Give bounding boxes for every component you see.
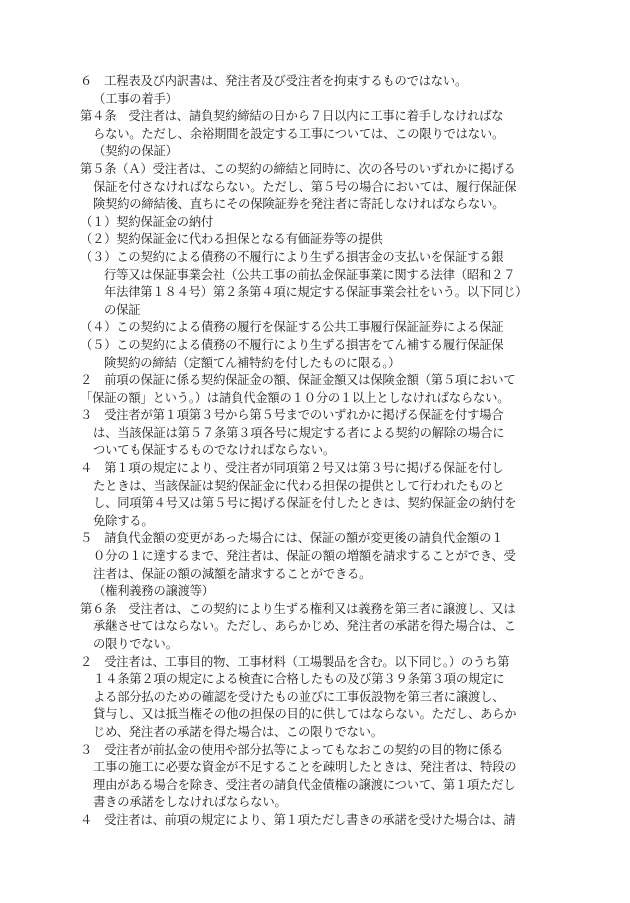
- text-line: 第６条 受注者は、この契約により生ずる権利又は義務を第三者に譲渡し、又は: [80, 601, 516, 616]
- text-line: の保証: [104, 302, 141, 317]
- art5-item5: [80, 337, 550, 372]
- art5-para4: [80, 460, 550, 530]
- text-line: （権利義務の譲渡等）: [93, 584, 214, 599]
- text-line: 承継させてはならない。ただし、あらかじめ、発注者の承諾を得た場合は、こ: [93, 619, 516, 634]
- para-art4-6: [80, 73, 550, 91]
- heading-contract-guarantee: [80, 143, 550, 161]
- text-line: 第５条（Ａ）受注者は、この契約の締結と同時に、次の各号のいずれかに掲げる: [80, 161, 516, 176]
- text-line: ３ 受注者が前払金の使用や部分払等によってもなおこの契約の目的物に係る: [80, 742, 504, 757]
- text-line: ついても保証するものでなければならない。: [93, 443, 335, 458]
- art6-para3: [80, 742, 550, 812]
- text-line: 工事の施工に必要な資金が不足することを疎明したときは、発注者は、特段の: [93, 760, 517, 775]
- art5-item1: [80, 214, 550, 232]
- text-line: （５）この契約による債務の不履行により生ずる損害をてん補する履行保証保: [80, 337, 504, 352]
- text-line: 年法律第１８４号）第２条第４項に規定する保証事業会社をいう。以下同じ）: [104, 285, 528, 300]
- article-6: [80, 601, 550, 654]
- text-line: （４）この契約による債務の履行を保証する公共工事履行保証証券による保証: [80, 320, 504, 335]
- heading-transfer-of-rights: [80, 583, 550, 601]
- text-line: 険契約の締結（定額てん補特約を付したものに限る。）: [104, 355, 401, 370]
- art5-para3: [80, 407, 550, 460]
- text-line: （契約の保証）: [93, 144, 178, 159]
- text-line: 書きの承諾をしなければならない。: [93, 795, 287, 810]
- text-line: ２ 受注者は、工事目的物、工事材料（工場製品を含む。以下同じ。）のうち第: [80, 654, 510, 669]
- text-line: ４ 第１項の規定により、受注者が同項第２号又は第３号に掲げる保証を付し: [80, 461, 504, 476]
- text-line: 注者は、保証の額の減額を請求することができる。: [93, 566, 372, 581]
- text-line: は、当該保証は第５７条第３項各号に規定する者による契約の解除の場合に: [93, 425, 505, 440]
- text-line: し、同項第４号又は第５号に掲げる保証を付したときは、契約保証金の納付を: [93, 496, 517, 511]
- text-line: ６ 工程表及び内訳書は、発注者及び受注者を拘束するものではない。: [80, 74, 468, 88]
- text-line: ３ 受注者が第１項第３号から第５号までのいずれかに掲げる保証を付す場合: [80, 408, 504, 423]
- text-line: 険契約の締結後、直ちにその保険証券を発注者に寄託しなければならない。: [93, 197, 505, 212]
- text-line: 理由がある場合を除き、受注者の請負代金債権の譲渡について、第１項ただし: [93, 777, 516, 792]
- text-line: らない。ただし、余裕期間を設定する工事については、この限りではない。: [93, 126, 505, 141]
- article-5a: [80, 161, 550, 214]
- art5-para5: [80, 530, 550, 583]
- text-line: ４ 受注者は、前項の規定により、第１項ただし書きの承諾を受けた場合は、請: [80, 812, 516, 827]
- text-line: ０分の１に達するまで、発注者は、保証の額の増額を請求することができ、受: [93, 549, 516, 564]
- text-line: 行等又は保証事業会社（公共工事の前払金保証事業に関する法律（昭和２７: [104, 267, 516, 282]
- art5-item3: [80, 249, 550, 319]
- text-line: ５ 請負代金額の変更があった場合には、保証の額が変更後の請負代金額の１: [80, 531, 504, 546]
- text-line: 第４条 受注者は、請負契約締結の日から７日以内に工事に着手しなければな: [80, 109, 504, 124]
- article-4: [80, 108, 550, 143]
- text-line: の限りでない。: [93, 637, 178, 651]
- text-line: よる部分払のための確認を受けたもの並びに工事仮設物を第三者に譲渡し、: [93, 689, 505, 704]
- text-line: じめ、発注者の承諾を得た場合は、この限りでない。: [93, 724, 383, 739]
- heading-start-of-work: [80, 91, 550, 109]
- art5-item2: [80, 231, 550, 249]
- text-line: たときは、当該保証は契約保証金に代わる担保の提供として行われたものと: [93, 478, 505, 493]
- text-line: 「保証の額」という。）は請負代金額の１０分の１以上としなければならない。: [80, 390, 510, 405]
- text-line: １４条第２項の規定による検査に合格したもの及び第３９条第３項の規定に: [93, 672, 505, 687]
- text-line: 保証を付さなければならない。ただし、第５号の場合においては、履行保証保: [93, 179, 517, 194]
- art6-para4: [80, 812, 550, 830]
- text-line: 免除する。: [93, 513, 154, 528]
- text-line: （１）契約保証金の納付: [80, 214, 214, 229]
- text-line: （工事の着手）: [93, 91, 178, 106]
- art5-item4: [80, 319, 550, 337]
- text-line: （３）この契約による債務の不履行により生ずる損害金の支払いを保証する銀: [80, 249, 504, 264]
- document-page: [80, 73, 550, 830]
- text-line: （２）契約保証金に代わる担保となる有価証券等の提供: [80, 232, 383, 247]
- text-line: ２ 前項の保証に係る契約保証金の額、保証金額又は保険金額（第５項において: [80, 373, 516, 388]
- art6-para2: [80, 654, 550, 742]
- art5-para2: [80, 372, 550, 407]
- text-line: 貸与し、又は抵当権その他の担保の目的に供してはならない。ただし、あらか: [93, 707, 517, 722]
